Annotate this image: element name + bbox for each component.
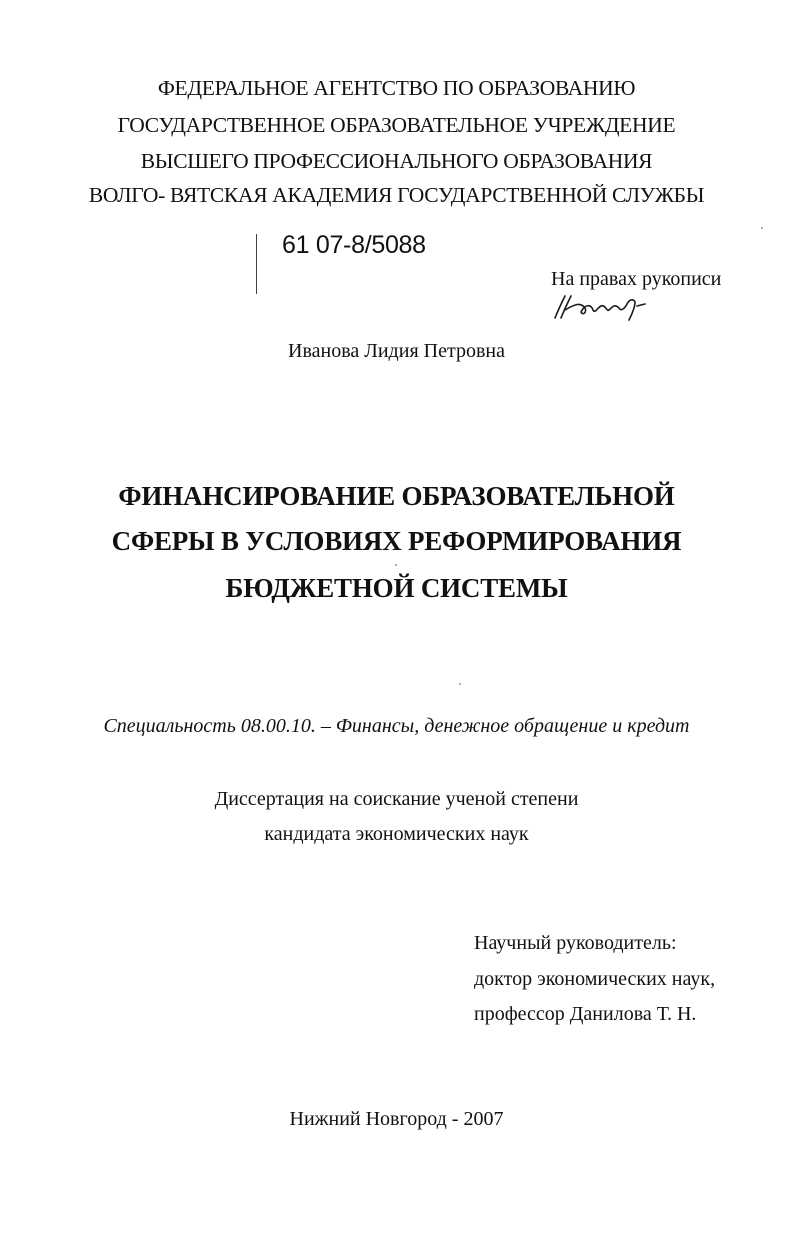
city-year: Нижний Новгород - 2007	[289, 1108, 504, 1130]
header-academy-name: ВОЛГО- ВЯТСКАЯ АКАДЕМИЯ ГОСУДАРСТВЕННОЙ СЛУЖБЫ	[88, 183, 705, 207]
author-name: Иванова Лидия Петровна	[288, 340, 505, 362]
catalog-number: 61 07-8/5088	[282, 231, 426, 259]
signature-icon	[551, 290, 671, 324]
rights-notice: На правах рукописи	[551, 268, 722, 290]
header-institution-type: ГОСУДАРСТВЕННОЕ ОБРАЗОВАТЕЛЬНОЕ УЧРЕЖДЕНИЕ	[117, 113, 676, 137]
thesis-degree-line-2: кандидата экономических наук	[264, 823, 529, 845]
header-agency: ФЕДЕРАЛЬНОЕ АГЕНТСТВО ПО ОБРАЗОВАНИЮ	[157, 76, 636, 100]
margin-mark	[256, 234, 257, 294]
scan-speck	[459, 683, 461, 685]
title-line-3: БЮДЖЕТНОЙ СИСТЕМЫ	[225, 573, 568, 603]
title-line-2: СФЕРЫ В УСЛОВИЯХ РЕФОРМИРОВАНИЯ	[111, 526, 682, 556]
title-line-1: ФИНАНСИРОВАНИЕ ОБРАЗОВАТЕЛЬНОЙ	[118, 481, 675, 511]
specialty: Специальность 08.00.10. – Финансы, денежное обращение и кредит	[103, 715, 690, 737]
header-education-level: ВЫСШЕГО ПРОФЕССИОНАЛЬНОГО ОБРАЗОВАНИЯ	[140, 149, 653, 173]
scan-speck	[761, 227, 763, 229]
thesis-degree-line-1: Диссертация на соискание ученой степени	[214, 788, 579, 810]
advisor-name: профессор Данилова Т. Н.	[474, 1003, 697, 1025]
advisor-degree: доктор экономических наук,	[474, 968, 716, 990]
scan-speck	[395, 564, 397, 566]
advisor-label: Научный руководитель:	[474, 932, 677, 954]
